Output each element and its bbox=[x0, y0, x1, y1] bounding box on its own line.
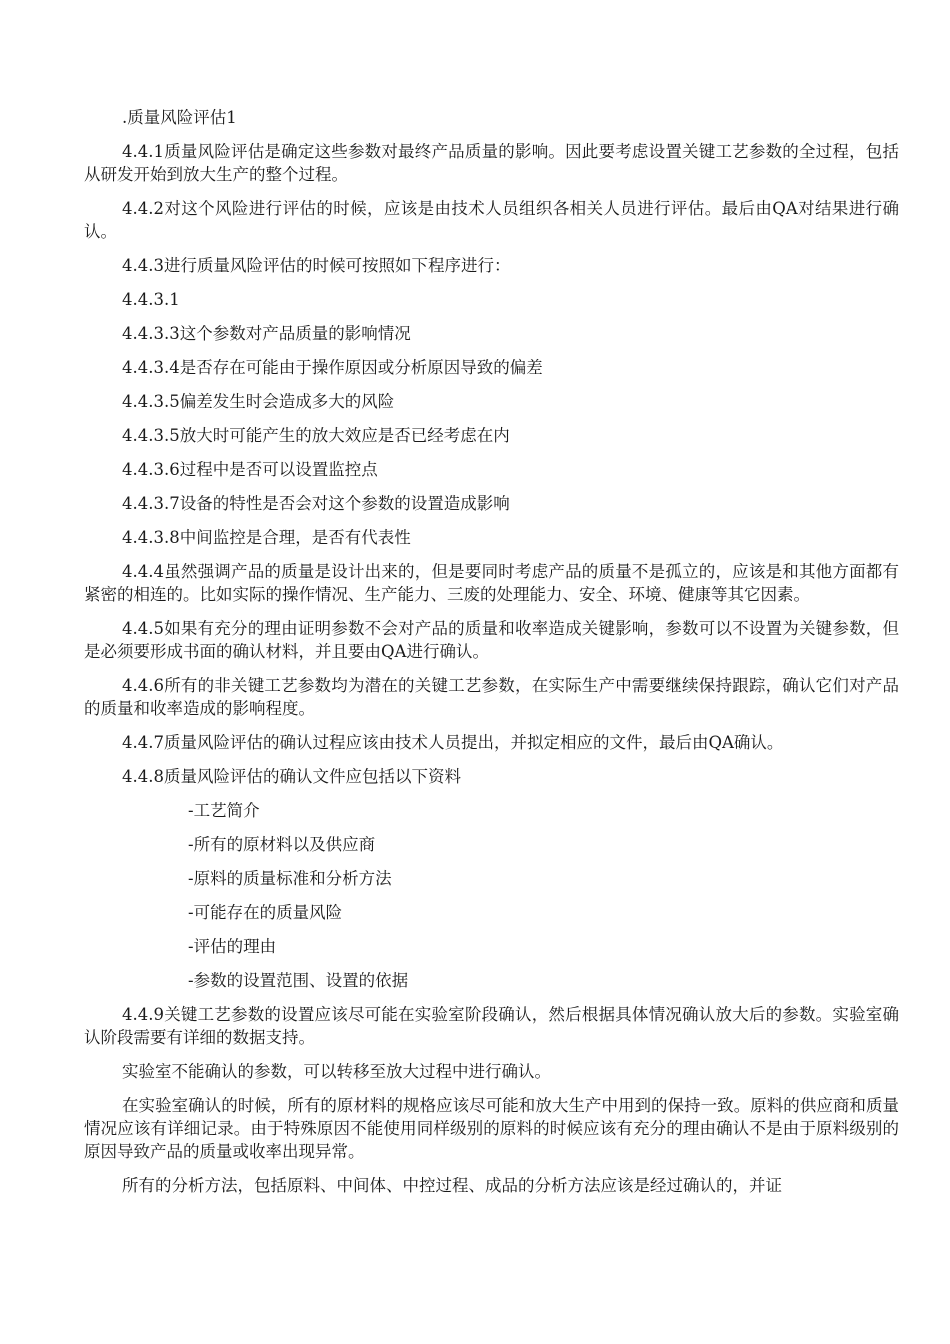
list-item: -参数的设置范围、设置的依据 bbox=[188, 971, 409, 990]
paragraph-4-4-7: 4.4.7质量风险评估的确认过程应该由技术人员提出，并拟定相应的文件，最后由QA确认。 bbox=[122, 733, 784, 752]
paragraph-4-4-6: 4.4.6所有的非关键工艺参数均为潜在的关键工艺参数，在实际生产中需要继续保持跟踪，确认它们对产品的质量和收率造成的影响程度。 bbox=[84, 676, 899, 718]
list-item: -工艺简介 bbox=[188, 801, 260, 820]
paragraph-4-4-2: 4.4.2对这个风险进行评估的时候，应该是由技术人员组织各相关人员进行评估。最后由QA对结果进行确认。 bbox=[84, 199, 899, 241]
paragraph-lab-confirmation: 在实验室确认的时候，所有的原材料的规格应该尽可能和放大生产中用到的保持一致。原料的供应商和质量情况应该有详细记录。由于特殊原因不能使用同样级别的原料的时候应该有充分的理由确认不是由于原料级别的原因导致产品的质量或收率出现异常。 bbox=[84, 1096, 899, 1161]
paragraph-4-4-1: 4.4.1质量风险评估是确定这些参数对最终产品质量的影响。因此要考虑设置关键工艺参数的全过程，包括从研发开始到放大生产的整个过程。 bbox=[84, 142, 899, 184]
list-item: -所有的原材料以及供应商 bbox=[188, 835, 376, 854]
document-page bbox=[84, 106, 899, 1208]
paragraph-4-4-3-5a: 4.4.3.5偏差发生时会造成多大的风险 bbox=[122, 392, 395, 411]
list-item: -评估的理由 bbox=[188, 937, 277, 956]
paragraph-4-4-5: 4.4.5如果有充分的理由证明参数不会对产品的质量和收率造成关键影响，参数可以不设置为关键参数，但是必须要形成书面的确认材料，并且要由QA进行确认。 bbox=[84, 619, 899, 661]
paragraph-4-4-3-7: 4.4.3.7设备的特性是否会对这个参数的设置造成影响 bbox=[122, 494, 510, 513]
paragraph-4-4-3-5b: 4.4.3.5放大时可能产生的放大效应是否已经考虑在内 bbox=[122, 426, 510, 445]
paragraph-4-4-3-8: 4.4.3.8中间监控是合理，是否有代表性 bbox=[122, 528, 411, 547]
paragraph-4-4-3-1: 4.4.3.1 bbox=[122, 290, 180, 309]
paragraph-analysis-methods: 所有的分析方法，包括原料、中间体、中控过程、成品的分析方法应该是经过确认的，并证 bbox=[122, 1176, 782, 1195]
paragraph-4-4-4: 4.4.4虽然强调产品的质量是设计出来的，但是要同时考虑产品的质量不是孤立的，应该是和其他方面都有紧密的相连的。比如实际的操作情况、生产能力、三废的处理能力、安全、环境、健康等其它因素。 bbox=[84, 562, 899, 604]
section-title: .质量风险评估1 bbox=[122, 108, 237, 127]
paragraph-4-4-3-4: 4.4.3.4是否存在可能由于操作原因或分析原因导致的偏差 bbox=[122, 358, 543, 377]
paragraph-4-4-3-6: 4.4.3.6过程中是否可以设置监控点 bbox=[122, 460, 378, 479]
paragraph-4-4-3: 4.4.3进行质量风险评估的时候可按照如下程序进行： bbox=[122, 256, 511, 275]
paragraph-4-4-3-3: 4.4.3.3这个参数对产品质量的影响情况 bbox=[122, 324, 411, 343]
required-documents-list bbox=[84, 799, 899, 992]
paragraph-4-4-8: 4.4.8质量风险评估的确认文件应包括以下资料 bbox=[122, 767, 461, 786]
list-item: -原料的质量标准和分析方法 bbox=[188, 869, 392, 888]
list-item: -可能存在的质量风险 bbox=[188, 903, 343, 922]
paragraph-4-4-9: 4.4.9关键工艺参数的设置应该尽可能在实验室阶段确认，然后根据具体情况确认放大后的参数。实验室确认阶段需要有详细的数据支持。 bbox=[84, 1005, 899, 1047]
paragraph-lab-unconfirmed: 实验室不能确认的参数，可以转移至放大过程中进行确认。 bbox=[122, 1062, 551, 1081]
